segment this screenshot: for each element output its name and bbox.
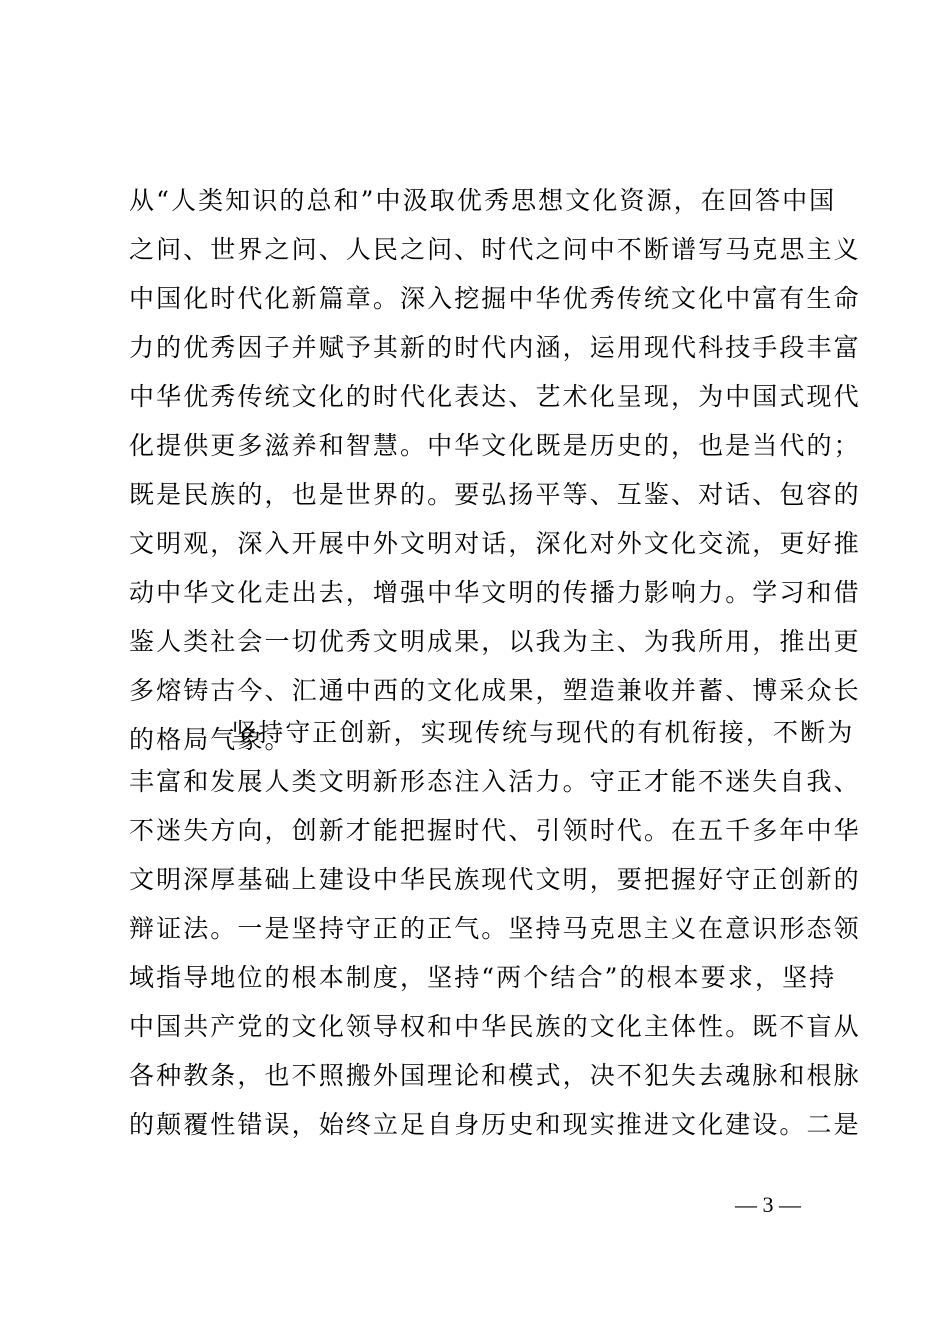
paragraph-line: 文明深厚基础上建设中华民族现代文明，要把握好守正创新的 — [129, 865, 861, 894]
paragraph-line: 力的优秀因子并赋予其新的时代内涵，运用现代科技手段丰富 — [129, 333, 861, 362]
paragraph-1 — [129, 176, 861, 764]
paragraph-line: 从“人类知识的总和”中汲取优秀思想文化资源，在回答中国 — [129, 186, 837, 215]
paragraph-line: 中华优秀传统文化的时代化表达、艺术化呈现，为中国式现代 — [129, 382, 861, 411]
paragraph-line: 动中华文化走出去，增强中华文明的传播力影响力。学习和借 — [129, 578, 861, 607]
paragraph-line: 域指导地位的根本制度，坚持“两个结合”的根本要求，坚持 — [129, 963, 837, 992]
paragraph-line: 中国共产党的文化领导权和中华民族的文化主体性。既不盲从 — [129, 1012, 861, 1041]
paragraph-line: 多熔铸古今、汇通中西的文化成果，塑造兼收并蓄、博采众长 — [129, 676, 861, 705]
paragraph-line: 之问、世界之问、人民之问、时代之问中不断谱写马克思主义 — [129, 235, 861, 264]
paragraph-line: 坚持守正创新，实现传统与现代的有机衔接，不断为 — [231, 718, 855, 747]
paragraph-line: 辩证法。一是坚持守正的正气。坚持马克思主义在意识形态领 — [129, 914, 861, 943]
paragraph-line: 不迷失方向，创新才能把握时代、引领时代。在五千多年中华 — [129, 816, 861, 845]
page-number: — 3 — — [735, 1192, 801, 1217]
paragraph-line: 中国化时代化新篇章。深入挖掘中华优秀传统文化中富有生命 — [129, 284, 861, 313]
paragraph-line: 各种教条，也不照搬外国理论和模式，决不犯失去魂脉和根脉 — [129, 1061, 861, 1090]
paragraph-line: 的颠覆性错误，始终立足自身历史和现实推进文化建设。二是 — [129, 1110, 861, 1139]
paragraph-line: 鉴人类社会一切优秀文明成果，以我为主、为我所用，推出更 — [129, 627, 861, 656]
paragraph-line: 化提供更多滋养和智慧。中华文化既是历史的，也是当代的； — [129, 431, 861, 460]
paragraph-line: 既是民族的，也是世界的。要弘扬平等、互鉴、对话、包容的 — [129, 480, 861, 509]
paragraph-line: 丰富和发展人类文明新形态注入活力。守正才能不迷失自我、 — [129, 767, 861, 796]
paragraph-2 — [129, 708, 861, 1149]
paragraph-line: 的格局气象。 — [129, 725, 292, 754]
paragraph-line: 文明观，深入开展中外文明对话，深化对外文化交流，更好推 — [129, 529, 861, 558]
